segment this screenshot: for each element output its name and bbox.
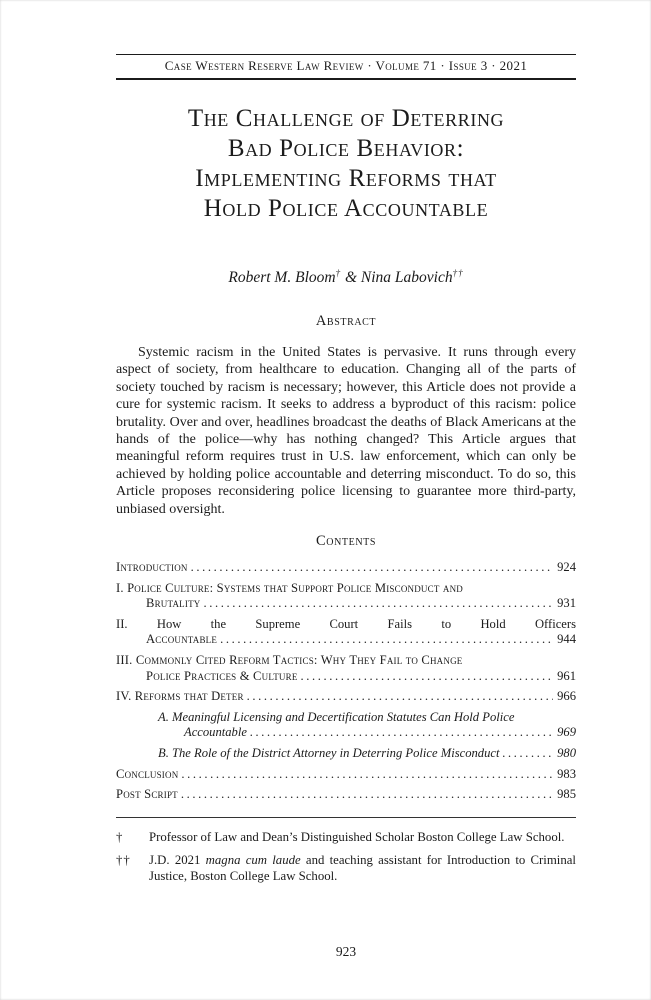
toc-page-number: 924 — [557, 560, 576, 575]
toc-page-number: 985 — [557, 787, 576, 802]
dot-leader — [298, 669, 554, 685]
footnote-dagger — [116, 829, 576, 846]
footnotes — [116, 829, 576, 885]
table-of-contents — [116, 560, 576, 803]
dot-leader — [188, 560, 554, 576]
footnote-separator — [116, 817, 576, 818]
toc-page-number: 966 — [557, 689, 576, 704]
title-line-2: Bad Police Behavior: — [227, 135, 465, 162]
dot-leader — [178, 787, 553, 803]
toc-entry-part-1-continuation[interactable]: Brutality ..... 931 — [116, 596, 576, 612]
toc-entry-part-3-continuation[interactable]: Police Practices & Culture ..... 961 — [116, 669, 576, 685]
author-1-footnote-mark: † — [335, 268, 342, 278]
contents-heading: Contents — [315, 533, 377, 550]
title-line-3: Implementing Reforms that — [195, 165, 497, 192]
footnote-marker: †† — [116, 852, 131, 867]
author-separator: & — [341, 269, 361, 286]
author-2: Nina Labovich — [360, 269, 453, 286]
dot-leader — [499, 746, 553, 762]
dot-leader — [217, 632, 553, 648]
toc-page-number: 983 — [557, 766, 576, 781]
title-line-1: The Challenge of Deterring — [187, 105, 505, 132]
toc-entry-post-script[interactable]: Post Script ..... 985 — [116, 787, 576, 803]
page-content — [116, 0, 576, 885]
author-line — [116, 268, 576, 287]
dot-leader — [244, 689, 553, 705]
journal-header-text: Case Western Reserve Law Review · Volume 71 · Issue 3 · 2021 — [164, 58, 528, 73]
footnote-double-dagger — [116, 852, 576, 886]
toc-page-number: 969 — [557, 725, 576, 740]
abstract-heading: Abstract — [315, 313, 377, 329]
footnote-text: Professor of Law and Dean’s Distinguished Scholar Boston College Law School. — [149, 829, 565, 844]
toc-entry-conclusion[interactable]: Conclusion ..... 983 — [116, 767, 576, 783]
dot-leader — [178, 767, 553, 783]
toc-page-number: 944 — [557, 632, 576, 647]
toc-entry-section-b[interactable]: B. The Role of the District Attorney in Deterring Police Misconduct ..... 980 — [116, 746, 576, 762]
dot-leader — [200, 596, 553, 612]
footnote-marker: † — [116, 829, 124, 844]
toc-entry-part-2[interactable]: II. How the Supreme Court Fails to Hold Officers — [116, 616, 576, 631]
abstract-text: Systemic racism in the United States is pervasive. It runs through every aspect of society, from healthcare to education. Changing all of the parts of society touched by racism is necessary; however, this Article does not provide a cure for systemic racism. It seeks to address a byproduct of this racism: police brutality. Over and over, headlines broadcast the deaths of Black Americans at the hands of the police—why has nothing changed? This Article argues that meaningful reform requires trust in U.S. law enforcement, which can only be achieved by holding police accountable and deterring misconduct. To do so, this Article proposes reconsidering police licensing to guarantee more third-party, unbiased oversight. — [116, 345, 576, 517]
toc-entry-part-4[interactable]: IV. Reforms that Deter ..... 966 — [116, 689, 576, 705]
dot-leader — [247, 725, 553, 741]
toc-entry-section-a[interactable]: A. Meaningful Licensing and Decertification Statutes Can Hold Police — [158, 709, 515, 724]
toc-entry-section-a-continuation[interactable]: Accountable ..... 969 — [116, 725, 576, 741]
footnote-text: J.D. 2021 magna cum laude and teaching assistant for Introduction to Criminal Justice, Boston College Law School. — [149, 852, 576, 884]
toc-entry-introduction[interactable]: Introduction ..... 924 — [116, 560, 576, 576]
toc-entry-part-3[interactable]: III. Commonly Cited Reform Tactics: Why They Fail to Change — [116, 653, 463, 668]
toc-entry-part-2-continuation[interactable]: Accountable ..... 944 — [116, 632, 576, 648]
article-title — [116, 104, 576, 224]
toc-page-number: 980 — [557, 746, 576, 760]
page-number: 923 — [335, 944, 357, 959]
title-line-4: Hold Police Accountable — [203, 195, 489, 222]
toc-entry-part-1[interactable]: I. Police Culture: Systems that Support Police Misconduct and — [116, 580, 463, 595]
journal-header — [116, 54, 576, 80]
toc-page-number: 931 — [557, 596, 576, 611]
author-2-footnote-mark: †† — [452, 268, 464, 278]
author-1: Robert M. Bloom — [228, 269, 336, 286]
toc-page-number: 961 — [557, 668, 576, 683]
